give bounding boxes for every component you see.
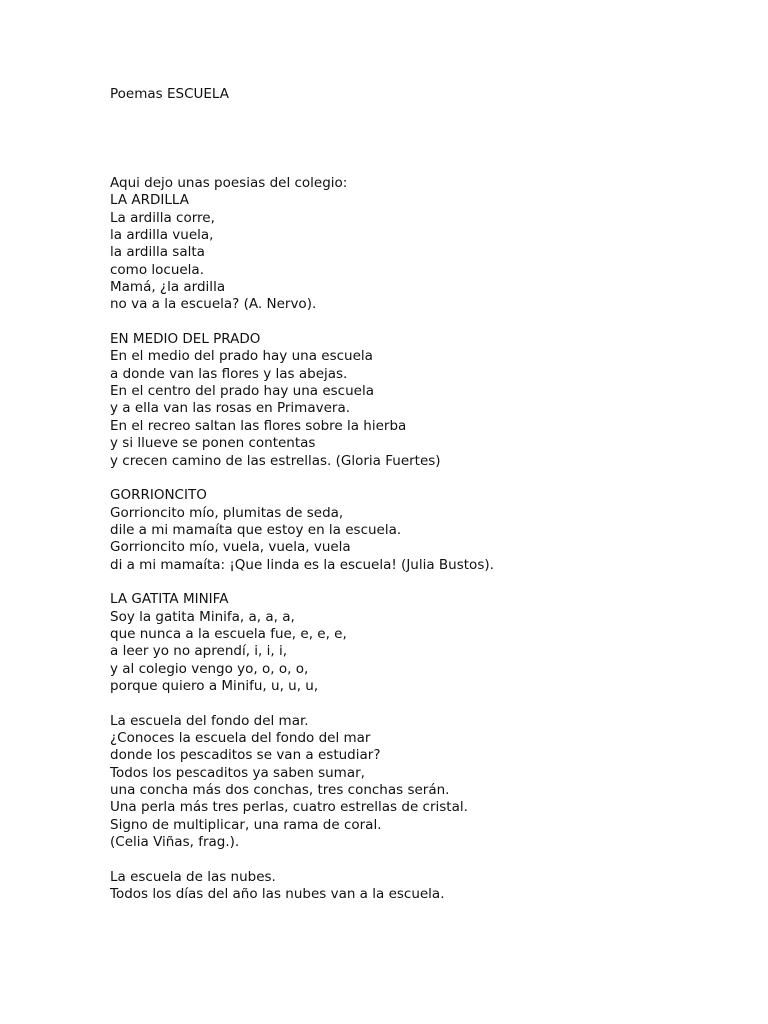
poem-line: La ardilla corre, — [110, 209, 215, 226]
intro-line: Aqui dejo unas poesias del colegio: — [110, 175, 348, 191]
poem-line: la ardilla salta — [110, 244, 205, 261]
poem-line: y crecen camino de las estrellas. (Gloria Fuertes) — [110, 452, 441, 469]
poem-line: a donde van las flores y las abejas. — [110, 365, 348, 382]
poem-la-gatita-minifa — [110, 591, 750, 695]
poem-line: Todos los días del año las nubes van a la escuela. — [110, 886, 445, 903]
poem-line: Gorrioncito mío, plumitas de seda, — [110, 504, 344, 521]
poem-line: En el medio del prado hay una escuela — [110, 348, 373, 365]
poem-line: Signo de multiplicar, una rama de coral. — [110, 816, 382, 833]
poem-line: di a mi mamaíta: ¡Que linda es la escuela! (Julia Bustos). — [110, 556, 494, 573]
poem-gorrioncito — [110, 487, 750, 574]
poem-heading: LA GATITA MINIFA — [110, 591, 229, 608]
poems-body — [110, 175, 750, 903]
poem-line: la ardilla vuela, — [110, 227, 214, 244]
poem-line: como locuela. — [110, 261, 204, 278]
poem-line: Soy la gatita Minifa, a, a, a, — [110, 608, 295, 625]
poem-line: Todos los pescaditos ya saben sumar, — [110, 764, 365, 781]
poem-line: y al colegio vengo yo, o, o, o, — [110, 660, 309, 677]
poem-heading: LA ARDILLA — [110, 192, 189, 209]
poem-line: no va a la escuela? (A. Nervo). — [110, 296, 317, 313]
poem-heading: GORRIONCITO — [110, 487, 207, 504]
poem-line: En el centro del prado hay una escuela — [110, 383, 374, 400]
poem-line: Una perla más tres perlas, cuatro estrellas de cristal. — [110, 799, 468, 816]
poem-line: que nunca a la escuela fue, e, e, e, — [110, 625, 347, 642]
poem-line: y si llueve se ponen contentas — [110, 435, 316, 452]
poem-line: porque quiero a Minifu, u, u, u, — [110, 677, 319, 694]
poem-escuela-fondo-del-mar — [110, 713, 750, 852]
poem-line: una concha más dos conchas, tres conchas serán. — [110, 782, 450, 799]
poem-heading: La escuela del fondo del mar. — [110, 712, 309, 729]
poem-heading: EN MEDIO DEL PRADO — [110, 331, 261, 348]
document-title: Poemas ESCUELA — [110, 86, 229, 102]
poem-line: Mamá, ¿la ardilla — [110, 279, 226, 296]
poem-escuela-de-las-nubes — [110, 869, 750, 904]
blank-line — [110, 574, 750, 591]
poem-heading: La escuela de las nubes. — [110, 868, 276, 885]
blank-line — [110, 851, 750, 868]
blank-line — [110, 695, 750, 712]
poem-line: (Celia Viñas, frag.). — [110, 834, 240, 851]
blank-line — [110, 470, 750, 487]
poem-line: donde los pescaditos se van a estudiar? — [110, 747, 381, 764]
poem-en-medio-del-prado — [110, 331, 750, 470]
poem-line: ¿Conoces la escuela del fondo del mar — [110, 730, 371, 746]
poem-line: y a ella van las rosas en Primavera. — [110, 400, 351, 417]
poem-line: a leer yo no aprendí, i, i, i, — [110, 643, 287, 660]
blank-line — [110, 314, 750, 331]
poem-line: dile a mi mamaíta que estoy en la escuela. — [110, 521, 402, 538]
poem-la-ardilla — [110, 192, 750, 313]
poem-line: Gorrioncito mío, vuela, vuela, vuela — [110, 539, 351, 556]
poem-line: En el recreo saltan las flores sobre la hierba — [110, 417, 407, 434]
